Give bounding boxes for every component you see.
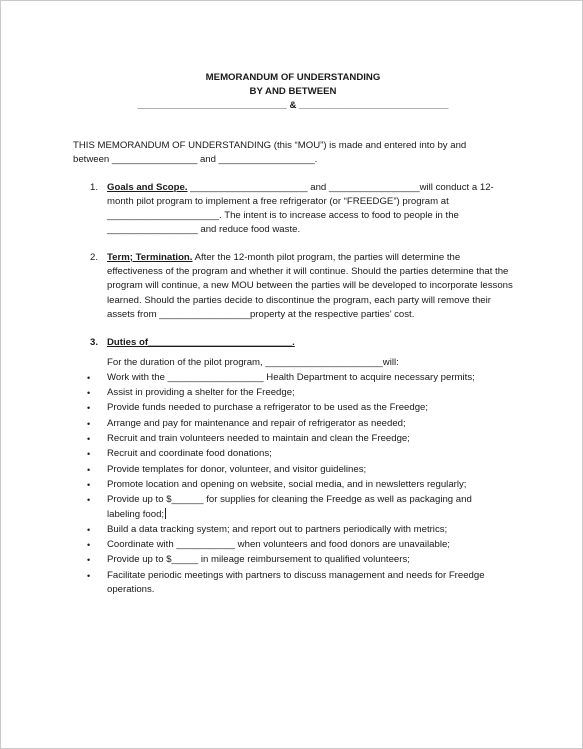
bullet-icon: • [87, 372, 91, 383]
duty-item [87, 371, 513, 385]
section-term-termination [73, 251, 513, 322]
duty-item [87, 401, 513, 415]
duty-text: Arrange and pay for maintenance and repair of refrigerator as needed; [107, 417, 406, 429]
section-number: 1. [90, 181, 99, 193]
intro-line-2: between ________________ and __________________. [73, 154, 318, 166]
duty-text: Provide templates for donor, volunteer, and visitor guidelines; [107, 463, 367, 475]
bullet-icon: • [87, 434, 91, 445]
document-title: MEMORANDUM OF UNDERSTANDING [205, 72, 381, 83]
text-cursor [165, 508, 166, 519]
duty-item [87, 478, 513, 492]
bullet-icon: • [87, 524, 91, 535]
document-body [73, 71, 513, 597]
duty-text: Facilitate periodic meetings with partners to discuss management and needs for Freedge operations. [107, 569, 485, 596]
duty-item [87, 553, 513, 567]
bullet-icon: • [87, 464, 91, 475]
duty-text: Provide up to $______ for supplies for cleaning the Freedge as well as packaging and labeling food; [107, 494, 472, 520]
section-heading: Goals and Scope. [107, 181, 188, 193]
intro-line-1: THIS MEMORANDUM OF UNDERSTANDING (this “MOU”) is made and entered into by and [73, 140, 467, 151]
section-heading: Duties of___________________________. [107, 337, 295, 349]
duties-lead: For the duration of the pilot program, ______________________will: [107, 356, 399, 368]
section-heading: Term; Termination. [107, 251, 193, 263]
duty-text: Work with the __________________ Health Department to acquire necessary permits; [107, 371, 475, 383]
duty-text: Assist in providing a shelter for the Freedge; [107, 387, 295, 399]
duty-item [87, 523, 513, 537]
intro-paragraph [73, 139, 513, 168]
section-number: 3. [90, 337, 99, 349]
section-duties [73, 336, 513, 370]
document-subtitle: BY AND BETWEEN [249, 86, 337, 97]
duties-list [73, 371, 513, 597]
parties-blank-line: ____________________________ & ____________________________ [137, 100, 449, 111]
duty-item [87, 447, 513, 461]
duty-text: Build a data tracking system; and report out to partners periodically with metrics; [107, 523, 448, 535]
bullet-icon: • [87, 495, 91, 506]
duty-item [87, 417, 513, 431]
duty-item [87, 493, 513, 522]
duty-text: Recruit and train volunteers needed to maintain and clean the Freedge; [107, 433, 410, 445]
bullet-icon: • [87, 388, 91, 399]
bullet-icon: • [87, 418, 91, 429]
duty-text: Promote location and opening on website, social media, and in newsletters regularly; [107, 478, 467, 490]
duty-item [87, 538, 513, 552]
duty-item [87, 432, 513, 446]
section-text: After the 12-month pilot program, the parties will determine the effectiveness of the program and whether it will continue. Should the parties determine that the program will continue, a new MOU between the parties will be developed to incorporate lessons learned. Should the parties decide to discontinue the program, each party will remove their assets from _________________property at the respective parties’ cost. [107, 251, 513, 320]
duty-item [87, 569, 513, 598]
bullet-icon: • [87, 403, 91, 414]
bullet-icon: • [87, 449, 91, 460]
section-goals-and-scope [73, 181, 513, 238]
duty-text: Coordinate with ___________ when volunteers and food donors are unavailable; [107, 539, 450, 551]
duty-item [87, 463, 513, 477]
duty-item [87, 386, 513, 400]
duty-text: Provide funds needed to purchase a refrigerator to be used as the Freedge; [107, 402, 429, 414]
bullet-icon: • [87, 479, 91, 490]
duty-text: Recruit and coordinate food donations; [107, 448, 272, 460]
duty-text: Provide up to $_____ in mileage reimbursement to qualified volunteers; [107, 554, 410, 566]
section-text: ______________________ and _________________will conduct a 12-month pilot program to implement a free refrigerator (or “FREEDGE”) program at _____________________. The intent is to increase access to food to people in the _________________ and reduce food waste. [107, 181, 494, 236]
section-number: 2. [90, 251, 99, 263]
bullet-icon: • [87, 540, 91, 551]
bullet-icon: • [87, 570, 91, 581]
bullet-icon: • [87, 555, 91, 566]
